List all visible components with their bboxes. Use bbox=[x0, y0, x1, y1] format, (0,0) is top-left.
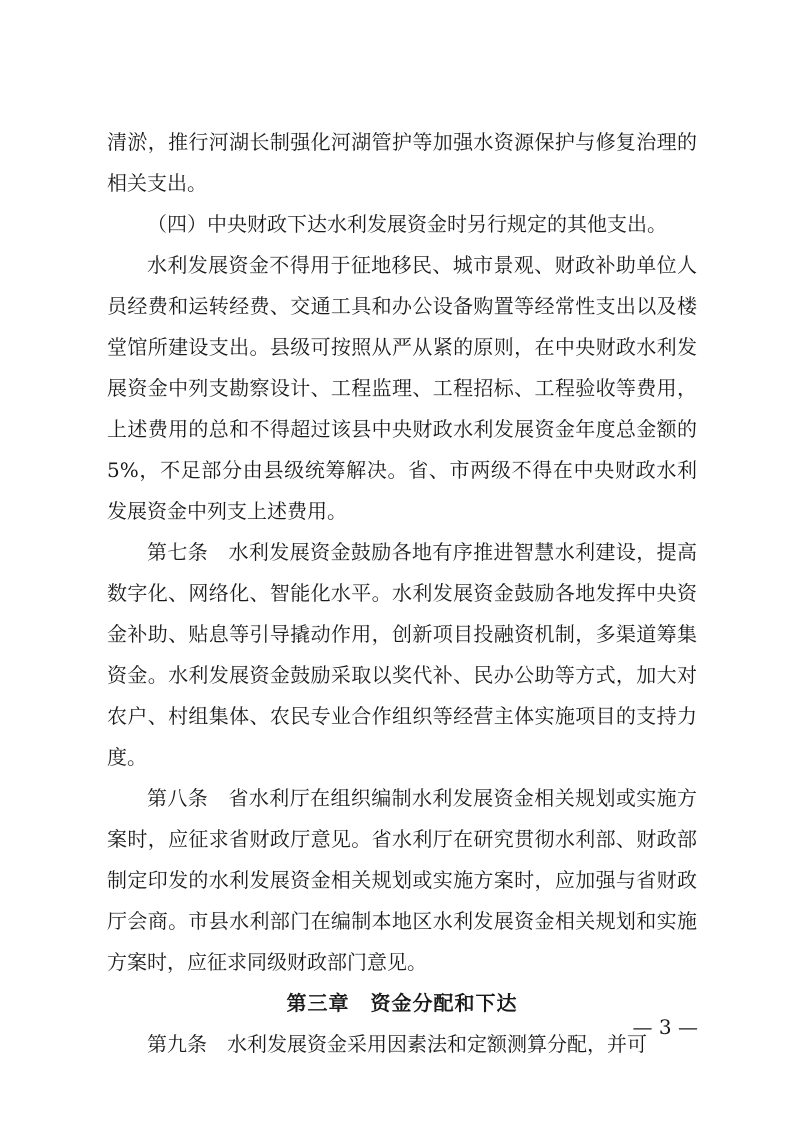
chapter-heading: 第三章 资金分配和下达 bbox=[286, 991, 518, 1015]
paragraph-restrictions: 水利发展资金不得用于征地移民、城市景观、财政补助单位人员经费和运转经费、交通工具和办公设备购置等经常性支出以及楼堂馆所建设支出。县级可按照从严从紧的原则，在中央财政水利发展资金中列支勘察设计、工程监理、工程招标、工程验收等费用，上述费用的总和不得超过该县中央财政水利发展资金年度总金额的5%，不足部分由县级统筹解决。省、市两级不得在中央财政水利发展资金中列支上述费用。 bbox=[107, 253, 697, 523]
paragraph-article-nine: 第九条 水利发展资金采用因素法和定额测算分配，并可 bbox=[147, 1032, 647, 1056]
paragraph-continuation: 清淤，推行河湖长制强化河湖管护等加强水资源保护与修复治理的相关支出。 bbox=[107, 130, 697, 195]
document-body bbox=[107, 122, 697, 1065]
paragraph-article-eight: 第八条 省水利厅在组织编制水利发展资金相关规划或实施方案时，应征求省财政厅意见。省水利厅在研究贯彻水利部、财政部制定印发的水利发展资金相关规划或实施方案时，应加强与省财政厅会商。市县水利部门在编制本地区水利发展资金相关规划和实施方案时，应征求同级财政部门意见。 bbox=[107, 786, 697, 974]
paragraph-article-seven: 第七条 水利发展资金鼓励各地有序推进智慧水利建设，提高数字化、网络化、智能化水平。水利发展资金鼓励各地发挥中央资金补助、贴息等引导撬动作用，创新项目投融资机制，多渠道筹集资金。水利发展资金鼓励采取以奖代补、民办公助等方式，加大对农户、村组集体、农民专业合作组织等经营主体实施项目的支持力度。 bbox=[107, 540, 697, 769]
page-number: — 3 — bbox=[632, 1015, 698, 1039]
paragraph-item-four: （四）中央财政下达水利发展资金时另行规定的其他支出。 bbox=[147, 212, 667, 236]
